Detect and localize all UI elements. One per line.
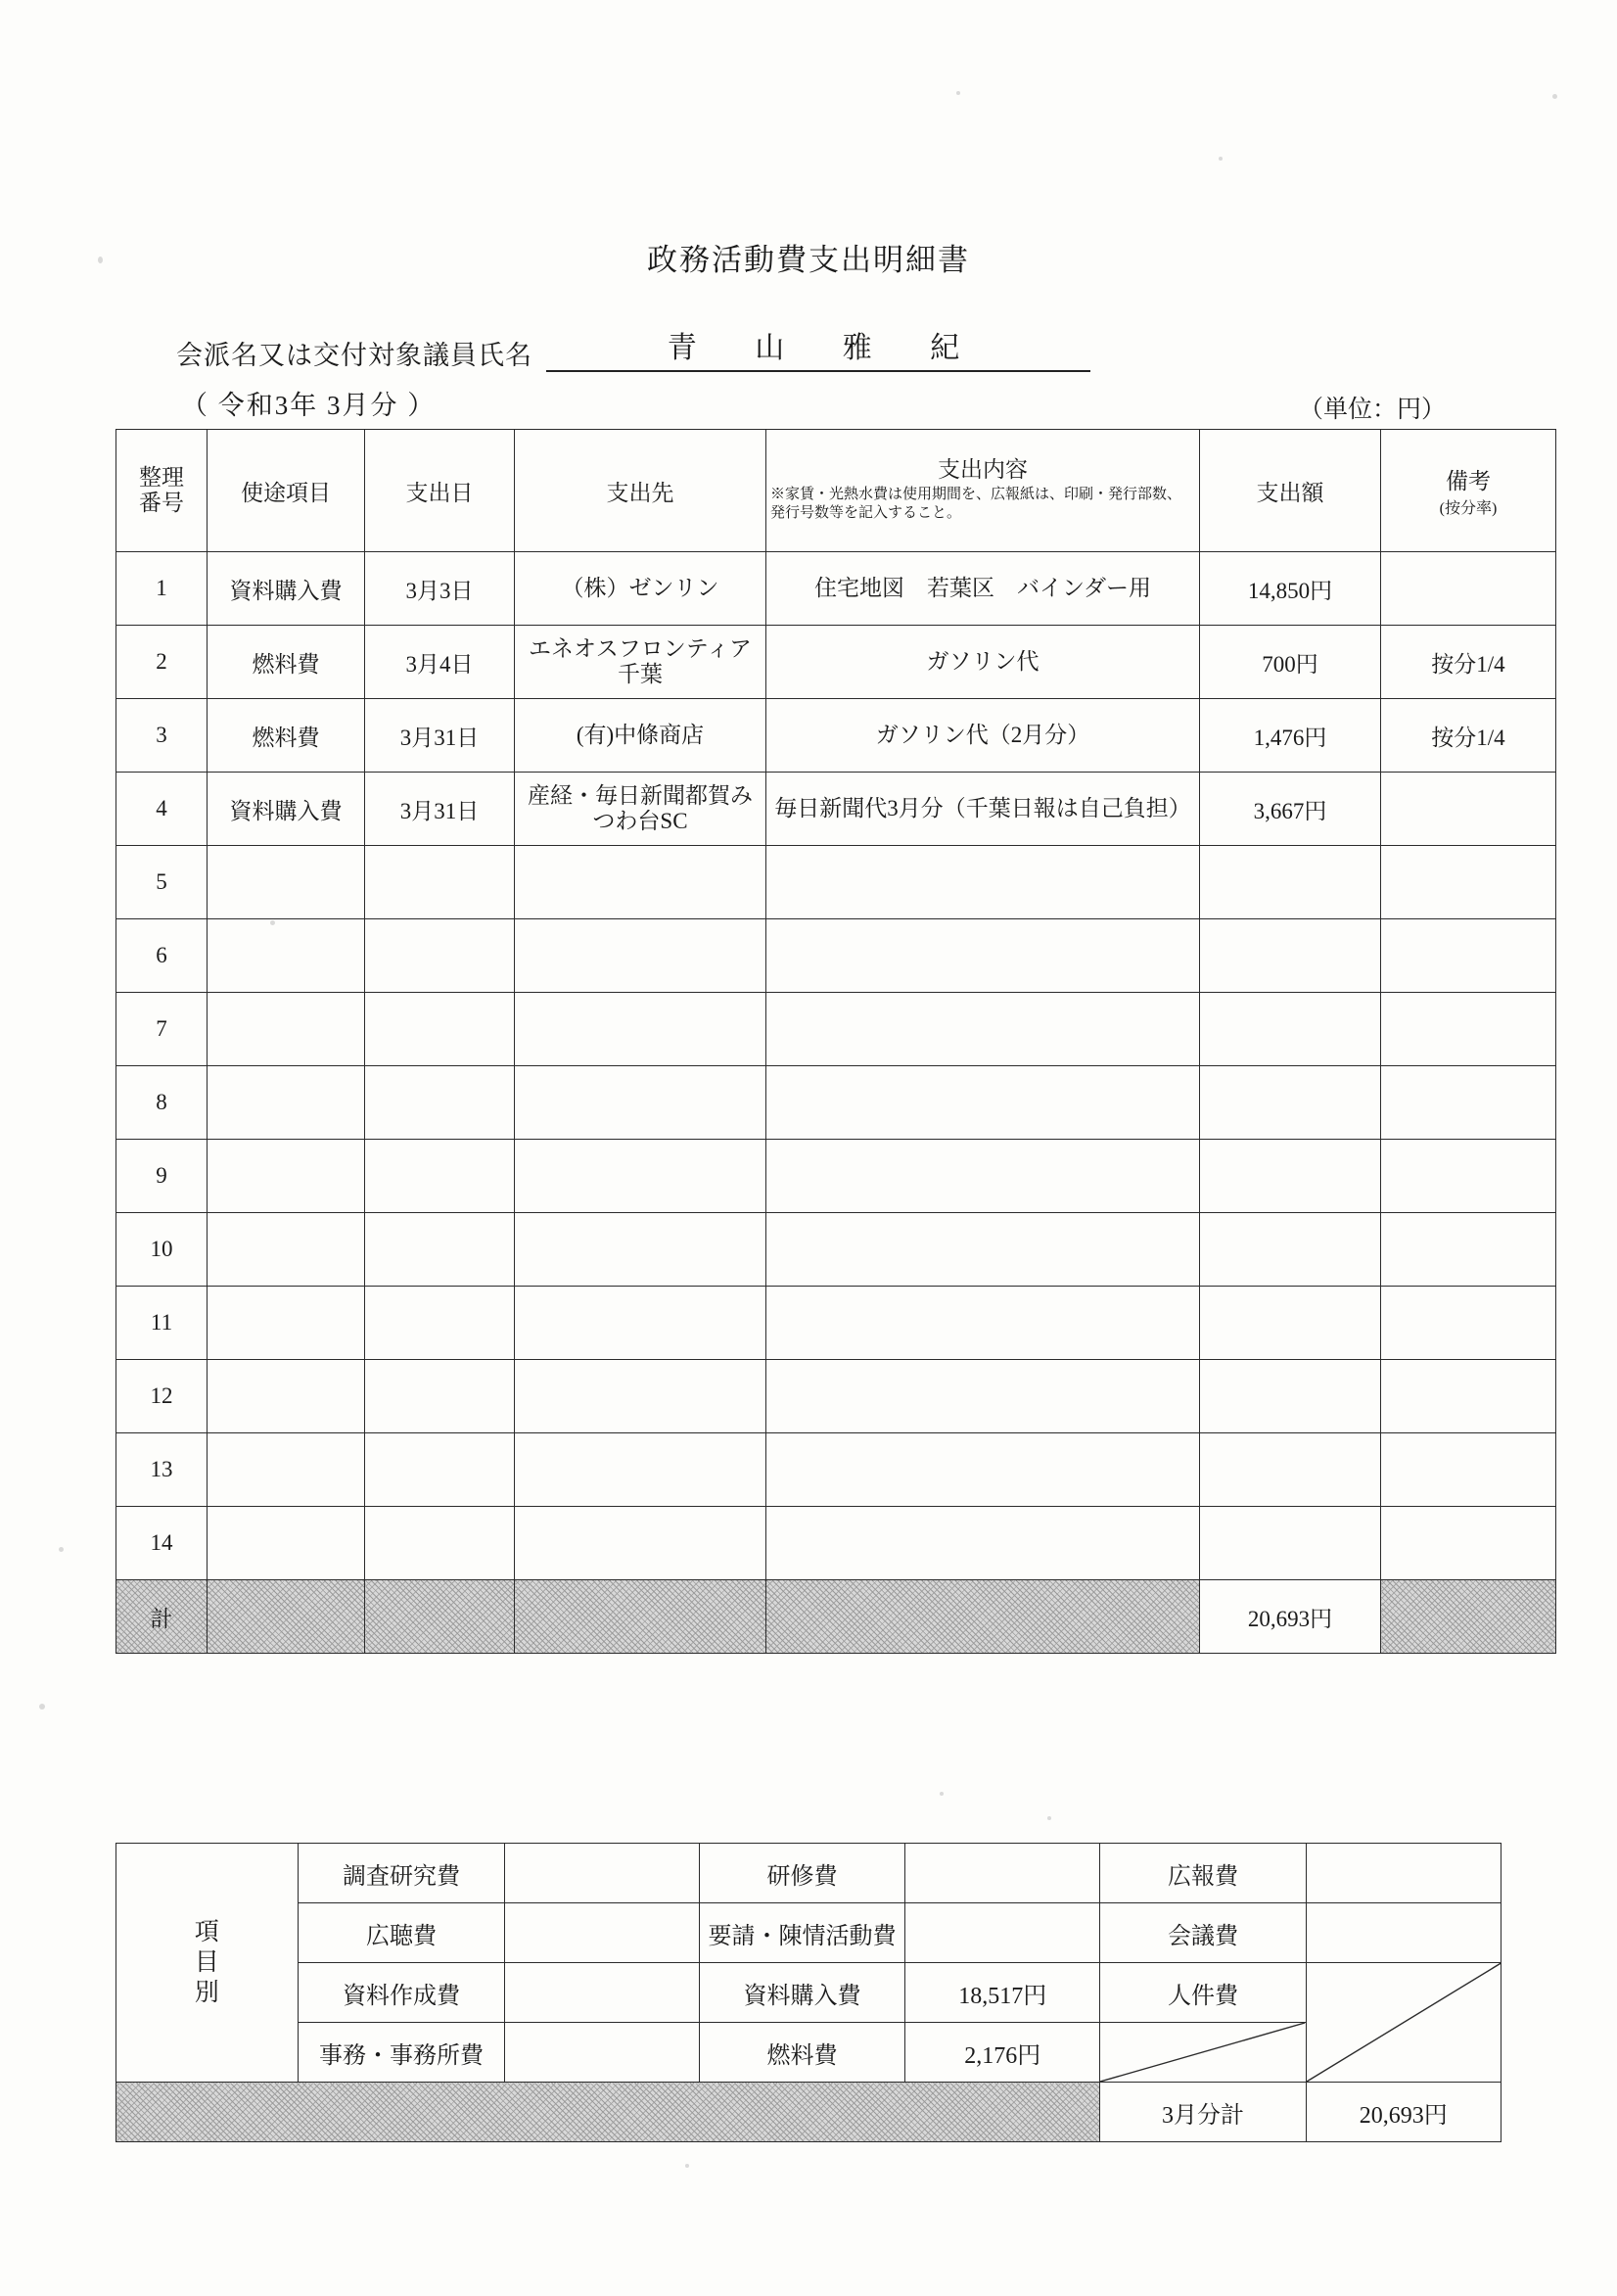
summary-val-kaigi (1306, 1903, 1501, 1963)
cell-note (1381, 993, 1556, 1066)
cell-note (1381, 1066, 1556, 1140)
cell-description: ガソリン代 (766, 626, 1200, 699)
cell-amount: 3,667円 (1200, 773, 1381, 846)
cell-note (1381, 1213, 1556, 1287)
cell-payee (515, 919, 766, 993)
cell-amount (1200, 1433, 1381, 1507)
page-title: 政務活動費支出明細書 (647, 243, 970, 277)
cell-amount (1200, 1360, 1381, 1433)
summary-cat-jimu: 事務・事務所費 (299, 2023, 504, 2083)
header-no-line1: 整理 (139, 464, 184, 490)
cell-description: 毎日新聞代3月分（千葉日報は自己負担） (766, 773, 1200, 846)
summary-cat-kouhou: 広報費 (1100, 1844, 1306, 1903)
scan-speck (956, 91, 960, 95)
cell-item (208, 1213, 365, 1287)
cell-payee: エネオスフロンティア千葉 (515, 626, 766, 699)
cell-no: 1 (116, 552, 208, 626)
cell-amount (1200, 1507, 1381, 1580)
cell-description (766, 993, 1200, 1066)
header-no (116, 430, 208, 552)
summary-val-shiryokonyu: 18,517円 (905, 1963, 1100, 2023)
cell-date (365, 846, 515, 919)
scan-speck (1552, 94, 1557, 99)
cell-payee (515, 1507, 766, 1580)
summary-cat-youhei: 要請・陳情活動費 (699, 1903, 904, 1963)
cell-no: 10 (116, 1213, 208, 1287)
scan-speck (685, 2164, 689, 2168)
header-item: 使途項目 (208, 430, 365, 552)
summary-val-kenshu (905, 1844, 1100, 1903)
month-total-label: 3月分計 (1100, 2083, 1306, 2142)
scan-speck (59, 1547, 64, 1552)
table-row (116, 1066, 1556, 1140)
table-row (116, 919, 1556, 993)
summary-row (116, 1963, 1502, 2023)
total-blank-date (365, 1580, 515, 1654)
cell-amount: 1,476円 (1200, 699, 1381, 773)
summary-row (116, 1903, 1502, 1963)
total-label: 計 (116, 1580, 208, 1654)
scan-speck (940, 1792, 944, 1796)
cell-no: 6 (116, 919, 208, 993)
cell-amount (1200, 919, 1381, 993)
cell-payee (515, 1287, 766, 1360)
cell-note: 按分1/4 (1381, 699, 1556, 773)
diagonal-strike-icon (1307, 1963, 1501, 2082)
cell-item: 燃料費 (208, 699, 365, 773)
cell-no: 8 (116, 1066, 208, 1140)
header-description (766, 430, 1200, 552)
cell-note (1381, 846, 1556, 919)
summary-cat-shiryosakusei: 資料作成費 (299, 1963, 504, 2023)
cell-amount (1200, 1140, 1381, 1213)
total-blank-payee (515, 1580, 766, 1654)
cell-note (1381, 552, 1556, 626)
cell-item: 資料購入費 (208, 773, 365, 846)
header-payee: 支出先 (515, 430, 766, 552)
cell-payee (515, 993, 766, 1066)
summary-row (116, 2023, 1502, 2083)
summary-cat-kenshu: 研修費 (699, 1844, 904, 1903)
cell-description (766, 1213, 1200, 1287)
cell-no: 14 (116, 1507, 208, 1580)
cell-date (365, 1360, 515, 1433)
summary-side-line1: 項 (194, 1918, 220, 1945)
cell-amount (1200, 993, 1381, 1066)
cell-amount: 14,850円 (1200, 552, 1381, 626)
cell-payee (515, 1360, 766, 1433)
cell-payee (515, 846, 766, 919)
cell-date (365, 1213, 515, 1287)
summary-cat-nenryo: 燃料費 (699, 2023, 904, 2083)
summary-cat-kouchou: 広聴費 (299, 1903, 504, 1963)
cell-no: 9 (116, 1140, 208, 1213)
cell-date (365, 919, 515, 993)
diagonal-strike-icon (1100, 2023, 1305, 2082)
cell-date (365, 993, 515, 1066)
cell-payee: (有)中條商店 (515, 699, 766, 773)
summary-val-kouhou (1306, 1844, 1501, 1903)
total-blank-note (1381, 1580, 1556, 1654)
summary-total-row (116, 2083, 1502, 2142)
cell-note (1381, 919, 1556, 993)
summary-val-jimu (504, 2023, 699, 2083)
expense-table-body (116, 552, 1556, 1654)
cell-amount: 700円 (1200, 626, 1381, 699)
table-row (116, 699, 1556, 773)
cell-date: 3月31日 (365, 699, 515, 773)
table-total-row (116, 1580, 1556, 1654)
cell-item (208, 993, 365, 1066)
table-header-row (116, 430, 1556, 552)
member-name-label: 会派名又は交付対象議員氏名 (176, 341, 532, 370)
cell-no: 11 (116, 1287, 208, 1360)
cell-amount (1200, 1066, 1381, 1140)
cell-no: 5 (116, 846, 208, 919)
cell-description (766, 1360, 1200, 1433)
category-summary-table (116, 1843, 1502, 2142)
header-amount: 支出額 (1200, 430, 1381, 552)
cell-item: 燃料費 (208, 626, 365, 699)
cell-date (365, 1140, 515, 1213)
table-row (116, 773, 1556, 846)
total-blank-description (766, 1580, 1200, 1654)
scan-speck (1219, 157, 1223, 161)
cell-item: 資料購入費 (208, 552, 365, 626)
cell-description (766, 1287, 1200, 1360)
table-row (116, 1213, 1556, 1287)
table-row (116, 1360, 1556, 1433)
cell-item (208, 1140, 365, 1213)
cell-date: 3月4日 (365, 626, 515, 699)
cell-date (365, 1433, 515, 1507)
cell-note (1381, 1360, 1556, 1433)
cell-date (365, 1507, 515, 1580)
cell-date: 3月3日 (365, 552, 515, 626)
cell-note (1381, 773, 1556, 846)
cell-no: 4 (116, 773, 208, 846)
cell-payee (515, 1433, 766, 1507)
unit-label: （単位：円） (1298, 397, 1446, 423)
cell-description (766, 846, 1200, 919)
cell-item (208, 846, 365, 919)
cell-no: 12 (116, 1360, 208, 1433)
header-no-line2: 番号 (139, 491, 184, 515)
cell-item (208, 1360, 365, 1433)
cell-payee (515, 1066, 766, 1140)
summary-val-jinken (1306, 1963, 1501, 2083)
cell-description: ガソリン代（2月分） (766, 699, 1200, 773)
header-description-note: ※家賃・光熱水費は使用期間を、広報紙は、印刷・発行部数、発行号数等を記入すること。 (770, 486, 1182, 522)
cell-item (208, 1287, 365, 1360)
summary-val-youhei (905, 1903, 1100, 1963)
member-name-value: 青 山 雅 紀 (546, 323, 1090, 372)
cell-no: 2 (116, 626, 208, 699)
cell-note (1381, 1140, 1556, 1213)
cell-date: 3月31日 (365, 773, 515, 846)
header-note-main: 備考 (1446, 469, 1491, 493)
member-name-row (176, 323, 1090, 372)
summary-cat-jinken: 人件費 (1100, 1963, 1306, 2023)
header-description-main: 支出内容 (938, 457, 1028, 483)
summary-val-nenryo: 2,176円 (905, 2023, 1100, 2083)
summary-val-kouchou (504, 1903, 699, 1963)
period-label: （ 令和3年 3月分 ） (181, 391, 437, 420)
cell-item (208, 919, 365, 993)
cell-payee (515, 1213, 766, 1287)
cell-amount (1200, 1213, 1381, 1287)
table-row (116, 1140, 1556, 1213)
cell-payee: （株）ゼンリン (515, 552, 766, 626)
summary-cat-chosa: 調査研究費 (299, 1844, 504, 1903)
cell-amount (1200, 1287, 1381, 1360)
summary-val-chosa (504, 1844, 699, 1903)
cell-no: 3 (116, 699, 208, 773)
cell-item (208, 1433, 365, 1507)
header-note (1381, 430, 1556, 552)
cell-payee (515, 1140, 766, 1213)
table-row (116, 552, 1556, 626)
summary-row (116, 1844, 1502, 1903)
header-date: 支出日 (365, 430, 515, 552)
summary-cat-shiryokonyu: 資料購入費 (699, 1963, 904, 2023)
cell-item (208, 1066, 365, 1140)
cell-date (365, 1287, 515, 1360)
cell-description: 住宅地図 若葉区 バインダー用 (766, 552, 1200, 626)
month-total-value: 20,693円 (1306, 2083, 1501, 2142)
scan-speck (1047, 1816, 1051, 1820)
summary-total-hatch (116, 2083, 1100, 2142)
cell-note (1381, 1507, 1556, 1580)
cell-no: 13 (116, 1433, 208, 1507)
table-row (116, 993, 1556, 1066)
summary-side-line2: 目 (194, 1948, 220, 1976)
cell-note (1381, 1433, 1556, 1507)
cell-item (208, 1507, 365, 1580)
scan-speck (39, 1704, 45, 1710)
summary-cat-kaigi: 会議費 (1100, 1903, 1306, 1963)
summary-val-shiryosakusei (504, 1963, 699, 2023)
table-row (116, 626, 1556, 699)
cell-note: 按分1/4 (1381, 626, 1556, 699)
summary-side-line3: 別 (194, 1980, 220, 2007)
cell-payee: 産経・毎日新聞都賀みつわ台SC (515, 773, 766, 846)
summary-blank-diagonal (1100, 2023, 1306, 2083)
table-row (116, 1433, 1556, 1507)
cell-note (1381, 1287, 1556, 1360)
cell-amount (1200, 846, 1381, 919)
expense-table (116, 429, 1556, 1654)
cell-description (766, 1433, 1200, 1507)
total-blank-item (208, 1580, 365, 1654)
cell-description (766, 919, 1200, 993)
summary-side-label (116, 1844, 299, 2083)
cell-description (766, 1507, 1200, 1580)
table-row (116, 846, 1556, 919)
total-amount: 20,693円 (1200, 1580, 1381, 1654)
cell-date (365, 1066, 515, 1140)
cell-no: 7 (116, 993, 208, 1066)
cell-description (766, 1140, 1200, 1213)
cell-description (766, 1066, 1200, 1140)
table-row (116, 1287, 1556, 1360)
table-row (116, 1507, 1556, 1580)
header-note-sub: (按分率) (1439, 500, 1498, 517)
